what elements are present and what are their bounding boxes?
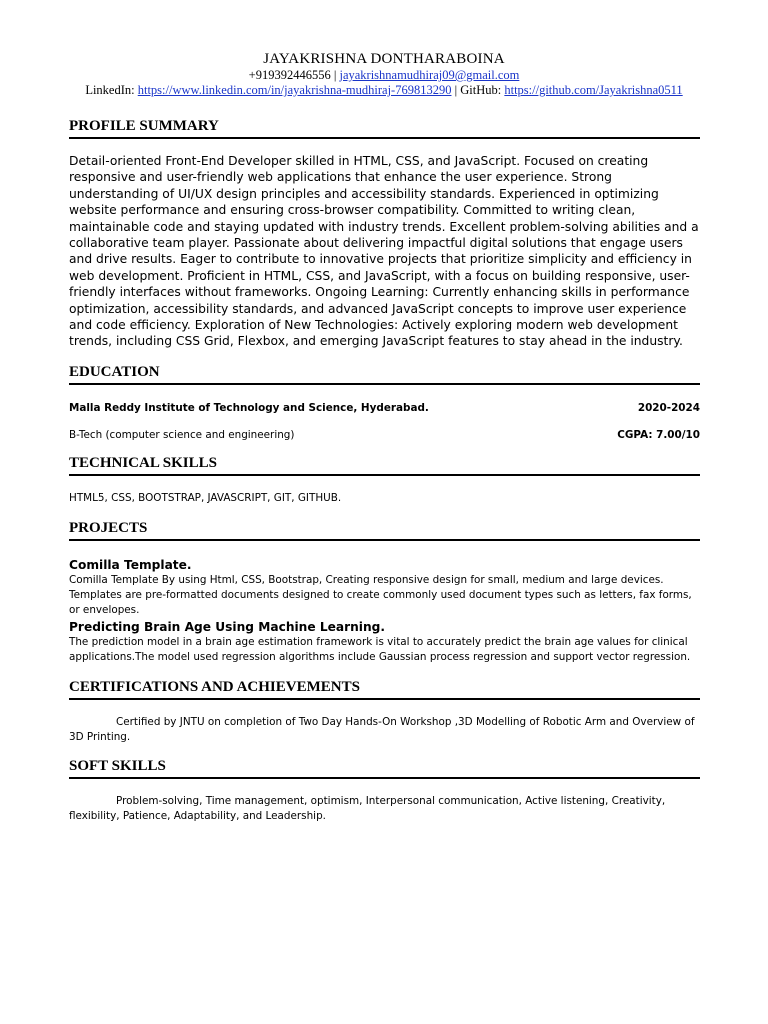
project-description: Comilla Template By using Html, CSS, Bootstrap, Creating responsive design for small, medium and large devices. Templates are pre-formatted documents designed to create commonly used document types such as letters, fax forms, or envelopes. [69,574,692,616]
education-section [69,364,700,442]
resume-header [0,50,768,98]
soft-skills-title: SOFT SKILLS [69,758,700,779]
candidate-name: JAYAKRISHNA DONTHARABOINA [263,51,505,67]
degree: B-Tech (computer science and engineering) [69,429,295,441]
projects-section [69,520,700,665]
profile-section [69,118,700,350]
skills-title: TECHNICAL SKILLS [69,455,700,476]
certifications-section [69,679,700,745]
skills-section [69,455,700,506]
education-row [69,401,700,415]
linkedin-link[interactable]: https://www.linkedin.com/in/jayakrishna-mudhiraj-769813290 [137,83,452,97]
certifications-title: CERTIFICATIONS AND ACHIEVEMENTS [69,679,700,700]
linkedin-label: LinkedIn: [85,83,138,97]
github-label: GitHub: [460,83,505,97]
project-title: Comilla Template. [69,558,192,572]
phone-number: +919392446556 [248,68,331,82]
institution: Malla Reddy Institute of Technology and Science, Hyderabad. [69,402,429,414]
degree-row [69,428,700,442]
github-link[interactable]: https://github.com/Jayakrishna0511 [504,83,683,97]
project-title: Predicting Brain Age Using Machine Learning. [69,620,386,634]
soft-skills-section [69,758,700,824]
separator: | [330,68,340,82]
profile-text: Detail-oriented Front-End Developer skilled in HTML, CSS, and JavaScript. Focused on creating responsive and user-friendly web applications that enhance the user experience. Strong understanding of UI/UX design principles and accessibility standards. Experienced in optimizing website performance and ensuring cross-browser compatibility. Committed to writing clean, maintainable code and staying updated with industry trends. Excellent problem-solving abilities and a collaborative team player. Passionate about delivering impactful digital solutions that engage users and drive results. Eager to contribute to innovative projects that prioritize simplicity and efficiency in web development. Proficient in HTML, CSS, and JavaScript, with a focus on building responsive, user-friendly interfaces without frameworks. Ongoing Learning: Currently enhancing skills in performance optimization, accessibility standards, and advanced JavaScript concepts to improve user experience and code efficiency. Exploration of New Technologies: Actively exploring modern web development trends, including CSS Grid, Flexbox, and emerging JavaScript features to stay ahead in the industry. [69,154,699,349]
skills-text: HTML5, CSS, BOOTSTRAP, JAVASCRIPT, GIT, GITHUB. [69,492,342,504]
links-line [0,83,768,98]
contact-line [0,68,768,83]
projects-title: PROJECTS [69,520,700,541]
separator: | [451,83,461,97]
project-description: The prediction model in a brain age estimation framework is vital to accurately predict the brain age values for clinical applications.The model used regression algorithms include Gaussian process regression and support vector regression. [69,636,691,663]
certifications-text: Certified by JNTU on completion of Two Day Hands-On Workshop ,3D Modelling of Robotic Arm and Overview of 3D Printing. [69,716,695,743]
cgpa: CGPA: 7.00/10 [617,429,700,441]
soft-skills-text: Problem-solving, Time management, optimism, Interpersonal communication, Active listening, Creativity, flexibility, Patience, Adaptability, and Leadership. [69,795,666,822]
profile-title: PROFILE SUMMARY [69,118,700,139]
education-title: EDUCATION [69,364,700,385]
education-years: 2020-2024 [637,402,700,414]
email-link[interactable]: jayakrishnamudhiraj09@gmail.com [339,68,520,82]
